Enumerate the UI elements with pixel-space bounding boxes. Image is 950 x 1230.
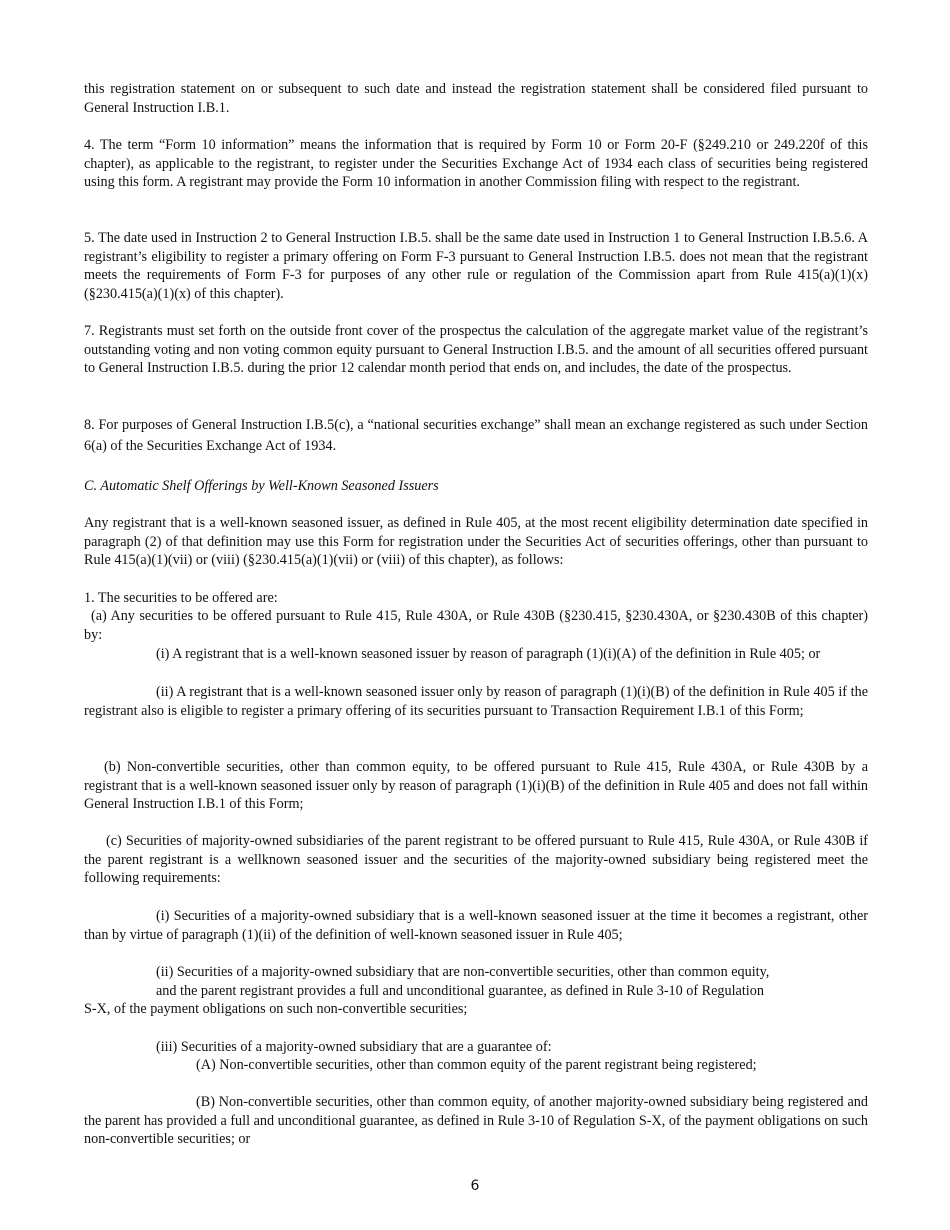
item-1c-ii-line-3: S-X, of the payment obligations on such non-convertible securities; xyxy=(84,1001,468,1017)
paragraph-4: 4. The term “Form 10 information” means the information that is required by Form 10 or Form 20-F (§249.210 or 249.220f of this chapter), as applicable to the registrant, to register under the Securities Exchange Act of 1934 each class of securities being registered using this form. A registrant may provide the Form 10 information in another Commission filing with respect to the registrant. xyxy=(84,137,868,191)
item-1c-i: (i) Securities of a majority-owned subsidiary that is a well-known seasoned issuer at the time it becomes a registrant, other than by virtue of paragraph (1)(ii) of the definition of well-known seasoned issuer in Rule 405; xyxy=(84,908,868,943)
item-1c-iii-a: (A) Non-convertible securities, other than common equity of the parent registrant being registered; xyxy=(196,1057,757,1073)
item-1a-i: (i) A registrant that is a well-known seasoned issuer by reason of paragraph (1)(i)(A) of the definition in Rule 405; or xyxy=(156,646,821,662)
paragraph-7: 7. Registrants must set forth on the outside front cover of the prospectus the calculation of the aggregate market value of the registrant’s outstanding voting and non voting common equity pursuant to General Instruction I.B.5. and the amount of all securities offered pursuant to General Instruction I.B.5. during the prior 12 calendar month period that ends on, and includes, the date of the prospectus. xyxy=(84,323,868,377)
paragraph-intro-c: Any registrant that is a well-known seasoned issuer, as defined in Rule 405, at the most recent eligibility determination date specified in paragraph (2) of that definition may use this Form for registration under the Securities Act of securities offerings, other than pursuant to Rule 415(a)(1)(vii) or (viii) (§230.415(a)(1)(vii) or (viii) of this chapter), as follows: xyxy=(84,515,868,569)
page-number: 6 xyxy=(470,1178,480,1194)
paragraph-continuation: this registration statement on or subsequent to such date and instead the registration statement shall be considered filed pursuant to General Instruction I.B.1. xyxy=(84,81,868,116)
item-1: 1. The securities to be offered are: xyxy=(84,590,278,606)
item-1c-iii-b: (B) Non-convertible securities, other than common equity, of another majority-owned subsidiary being registered and the parent has provided a full and unconditional guarantee, as defined in Rule 3-10 of Regulation S-X, of the payment obligations on such non-convertible securities; or xyxy=(84,1094,868,1148)
item-1c-ii-line-2: and the parent registrant provides a full and unconditional guarantee, as defined in Rule 3-10 of Regulation xyxy=(156,983,764,999)
item-1c: (c) Securities of majority-owned subsidiaries of the parent registrant to be offered pursuant to Rule 415, Rule 430A, or Rule 430B if the parent registrant is a wellknown seasoned issuer and the securities of the majority-owned subsidiary being registered meet the following requirements: xyxy=(84,833,868,887)
item-1a: (a) Any securities to be offered pursuant to Rule 415, Rule 430A, or Rule 430B (§230.415, §230.430A, or §230.430B of this chapter) by: xyxy=(84,608,868,643)
item-1c-ii-line-1: (ii) Securities of a majority-owned subsidiary that are non-convertible securities, other than common equity, xyxy=(156,964,770,980)
item-1b: (b) Non-convertible securities, other than common equity, to be offered pursuant to Rule 415, Rule 430A, or Rule 430B by a registrant that is a well-known seasoned issuer only by reason of paragraph (1)(i)(B) of the definition in Rule 405 and does not fall within General Instruction I.B.1 of this Form; xyxy=(84,759,868,813)
item-1c-iii: (iii) Securities of a majority-owned subsidiary that are a guarantee of: xyxy=(156,1039,552,1055)
section-heading-c: C. Automatic Shelf Offerings by Well-Known Seasoned Issuers xyxy=(84,478,439,494)
paragraph-8: 8. For purposes of General Instruction I.B.5(c), a “national securities exchange” shall mean an exchange registered as such under Section 6(a) of the Securities Exchange Act of 1934. xyxy=(84,417,868,454)
item-1a-ii: (ii) A registrant that is a well-known seasoned issuer only by reason of paragraph (1)(i)(B) of the definition in Rule 405 if the registrant also is eligible to register a primary offering of its securities pursuant to Transaction Requirement I.B.1 of this Form; xyxy=(84,684,868,719)
paragraph-5: 5. The date used in Instruction 2 to General Instruction I.B.5. shall be the same date used in Instruction 1 to General Instruction I.B.5.6. A registrant’s eligibility to register a primary offering on Form F-3 pursuant to General Instruction I.B.5. does not mean that the registrant meets the requirements of Form F-3 for purposes of any other rule or regulation of the Commission apart from Rule 415(a)(1)(x) (§230.415(a)(1)(x) of this chapter). xyxy=(84,230,868,302)
